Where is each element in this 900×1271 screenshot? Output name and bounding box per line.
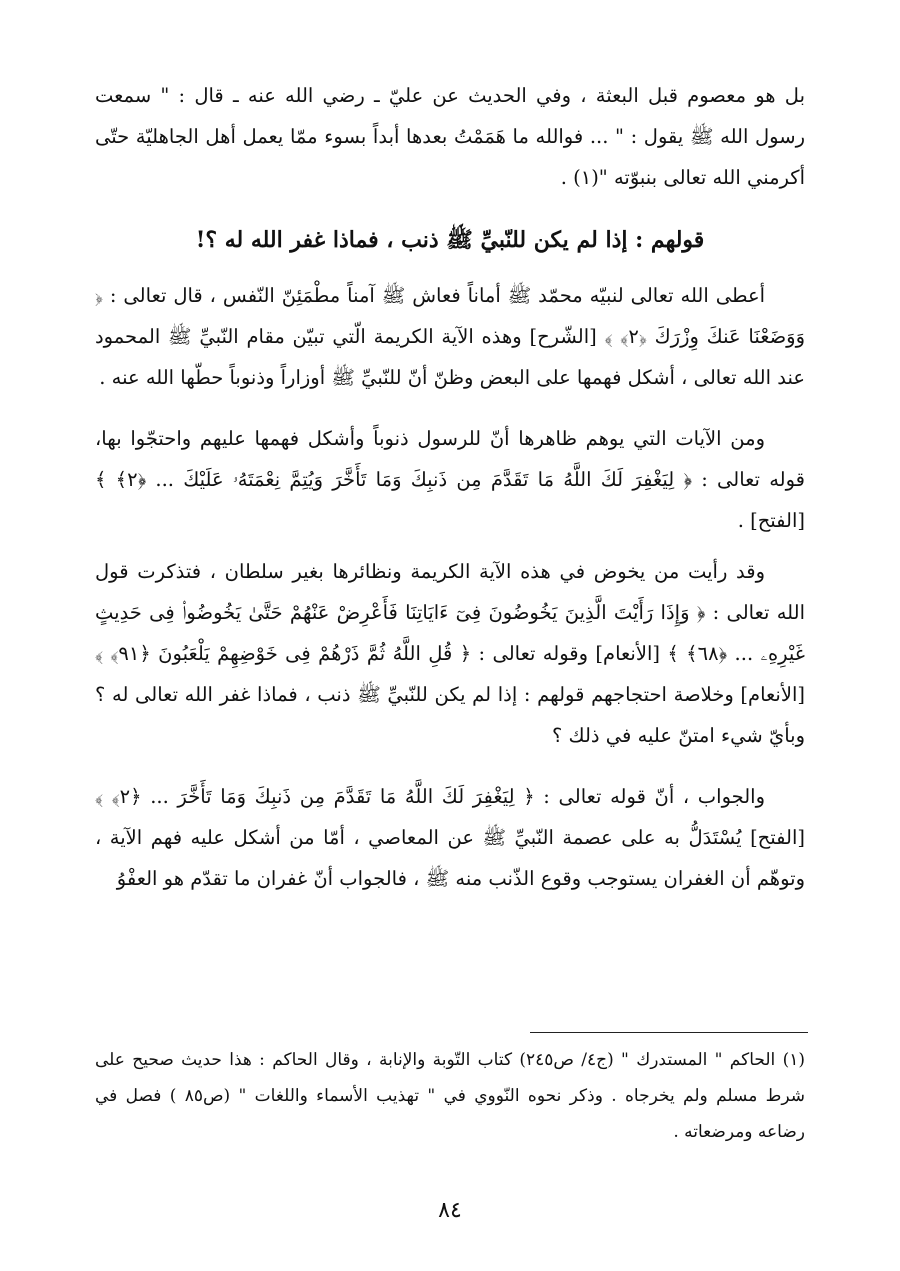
footnote-divider: [530, 1032, 808, 1033]
page-number: ٨٤: [438, 1198, 462, 1223]
paragraph-intro: بل هو معصوم قبل البعثة ، وفي الحديث عن عليّ ـ رضي الله عنه ـ قال : " سمعت رسول الله ﷺ يقول : " ... فوالله ما هَمَمْتُ بعدها أبداً بسوء ممّا يعمل أهل الجاهليّة حتّى أكرمني الله تعالى بنبوّته "(١) .: [95, 84, 805, 189]
paragraph-amanah: أعطى الله تعالى لنبيّه محمّد ﷺ أماناً فعاش ﷺ آمناً مطْمَئِنّ النّفس ، قال تعالى : ﴿ وَوَضَعْنَا عَنكَ وِزْرَكَ ﴿٢﴾ ﴾ [الشّرح] وهذه الآية الكريمة الّتي تبيّن مقام النّبيِّ ﷺ المحمود عند الله تعالى ، أشكل فهمها على البعض وظنّ أنّ للنّبيِّ ﷺ أوزاراً وذنوباً حطّها الله عنه .: [95, 284, 805, 389]
paragraph-answer: والجواب ، أنّ قوله تعالى : ﴿ لِيَغْفِرَ لَكَ اللَّهُ مَا تَقَدَّمَ مِن ذَنبِكَ وَمَا تَأَخَّرَ ... ﴿٢﴾ ﴾ [الفتح] يُسْتَدَلُّ به على عصمة النّبيِّ ﷺ عن المعاصي ، أمّا من أشكل عليه فهم الآية ، وتوهّم أن الغفران يستوجب وقوع الذّنب منه ﷺ ، فالجواب أنّ غفران ما تقدّم هو العفْوُ: [95, 785, 805, 890]
section-heading: قولهم : إذا لم يكن للنّبيِّ ﷺ ذنب ، فماذا غفر الله له ؟!: [195, 227, 705, 253]
paragraph-verses: ومن الآيات التي يوهم ظاهرها أنّ للرسول ذنوباً وأشكل فهمها عليهم واحتجّوا بها، قوله تعالى : ﴿ لِيَغْفِرَ لَكَ اللَّهُ مَا تَقَدَّمَ مِن ذَنبِكَ وَمَا تَأَخَّرَ وَيُتِمَّ نِعْمَتَهُۥ عَلَيْكَ ... ﴿٢﴾ ﴾ [الفتح] .: [95, 427, 805, 532]
footnote: [95, 1042, 805, 1150]
main-text: [95, 75, 805, 899]
paragraph-argument: وقد رأيت من يخوض في هذه الآية الكريمة ونظائرها بغير سلطان ، فتذكرت قول الله تعالى : ﴿ وَإِذَا رَأَيْتَ الَّذِينَ يَخُوضُونَ فِىٓ ءَايَاتِنَا فَأَعْرِضْ عَنْهُمْ حَتَّىٰ يَخُوضُوا۟ فِى حَدِيثٍ غَيْرِهِۦ ... ﴿٦٨﴾ ﴾ [الأنعام] وقوله تعالى : ﴿ قُلِ اللَّهُ ثُمَّ ذَرْهُمْ فِى خَوْضِهِمْ يَلْعَبُونَ ﴿٩١﴾ ﴾ [الأنعام] وخلاصة احتجاجهم قولهم : إذا لم يكن للنّبيِّ ﷺ ذنب ، فماذا غفر الله تعالى له ؟ وبأيّ شيء امتنّ عليه في ذلك ؟: [95, 560, 805, 747]
footnote-text: (١) الحاكم " المستدرك " (ج٤/ ص٢٤٥) كتاب التّوبة والإنابة ، وقال الحاكم : هذا حديث صحيح على شرط مسلم ولم يخرجاه . وذكر نحوه النّووي في " تهذيب الأسماء واللغات " (ص٨٥ ) فصل في رضاعه ومرضعاته .: [95, 1050, 805, 1142]
